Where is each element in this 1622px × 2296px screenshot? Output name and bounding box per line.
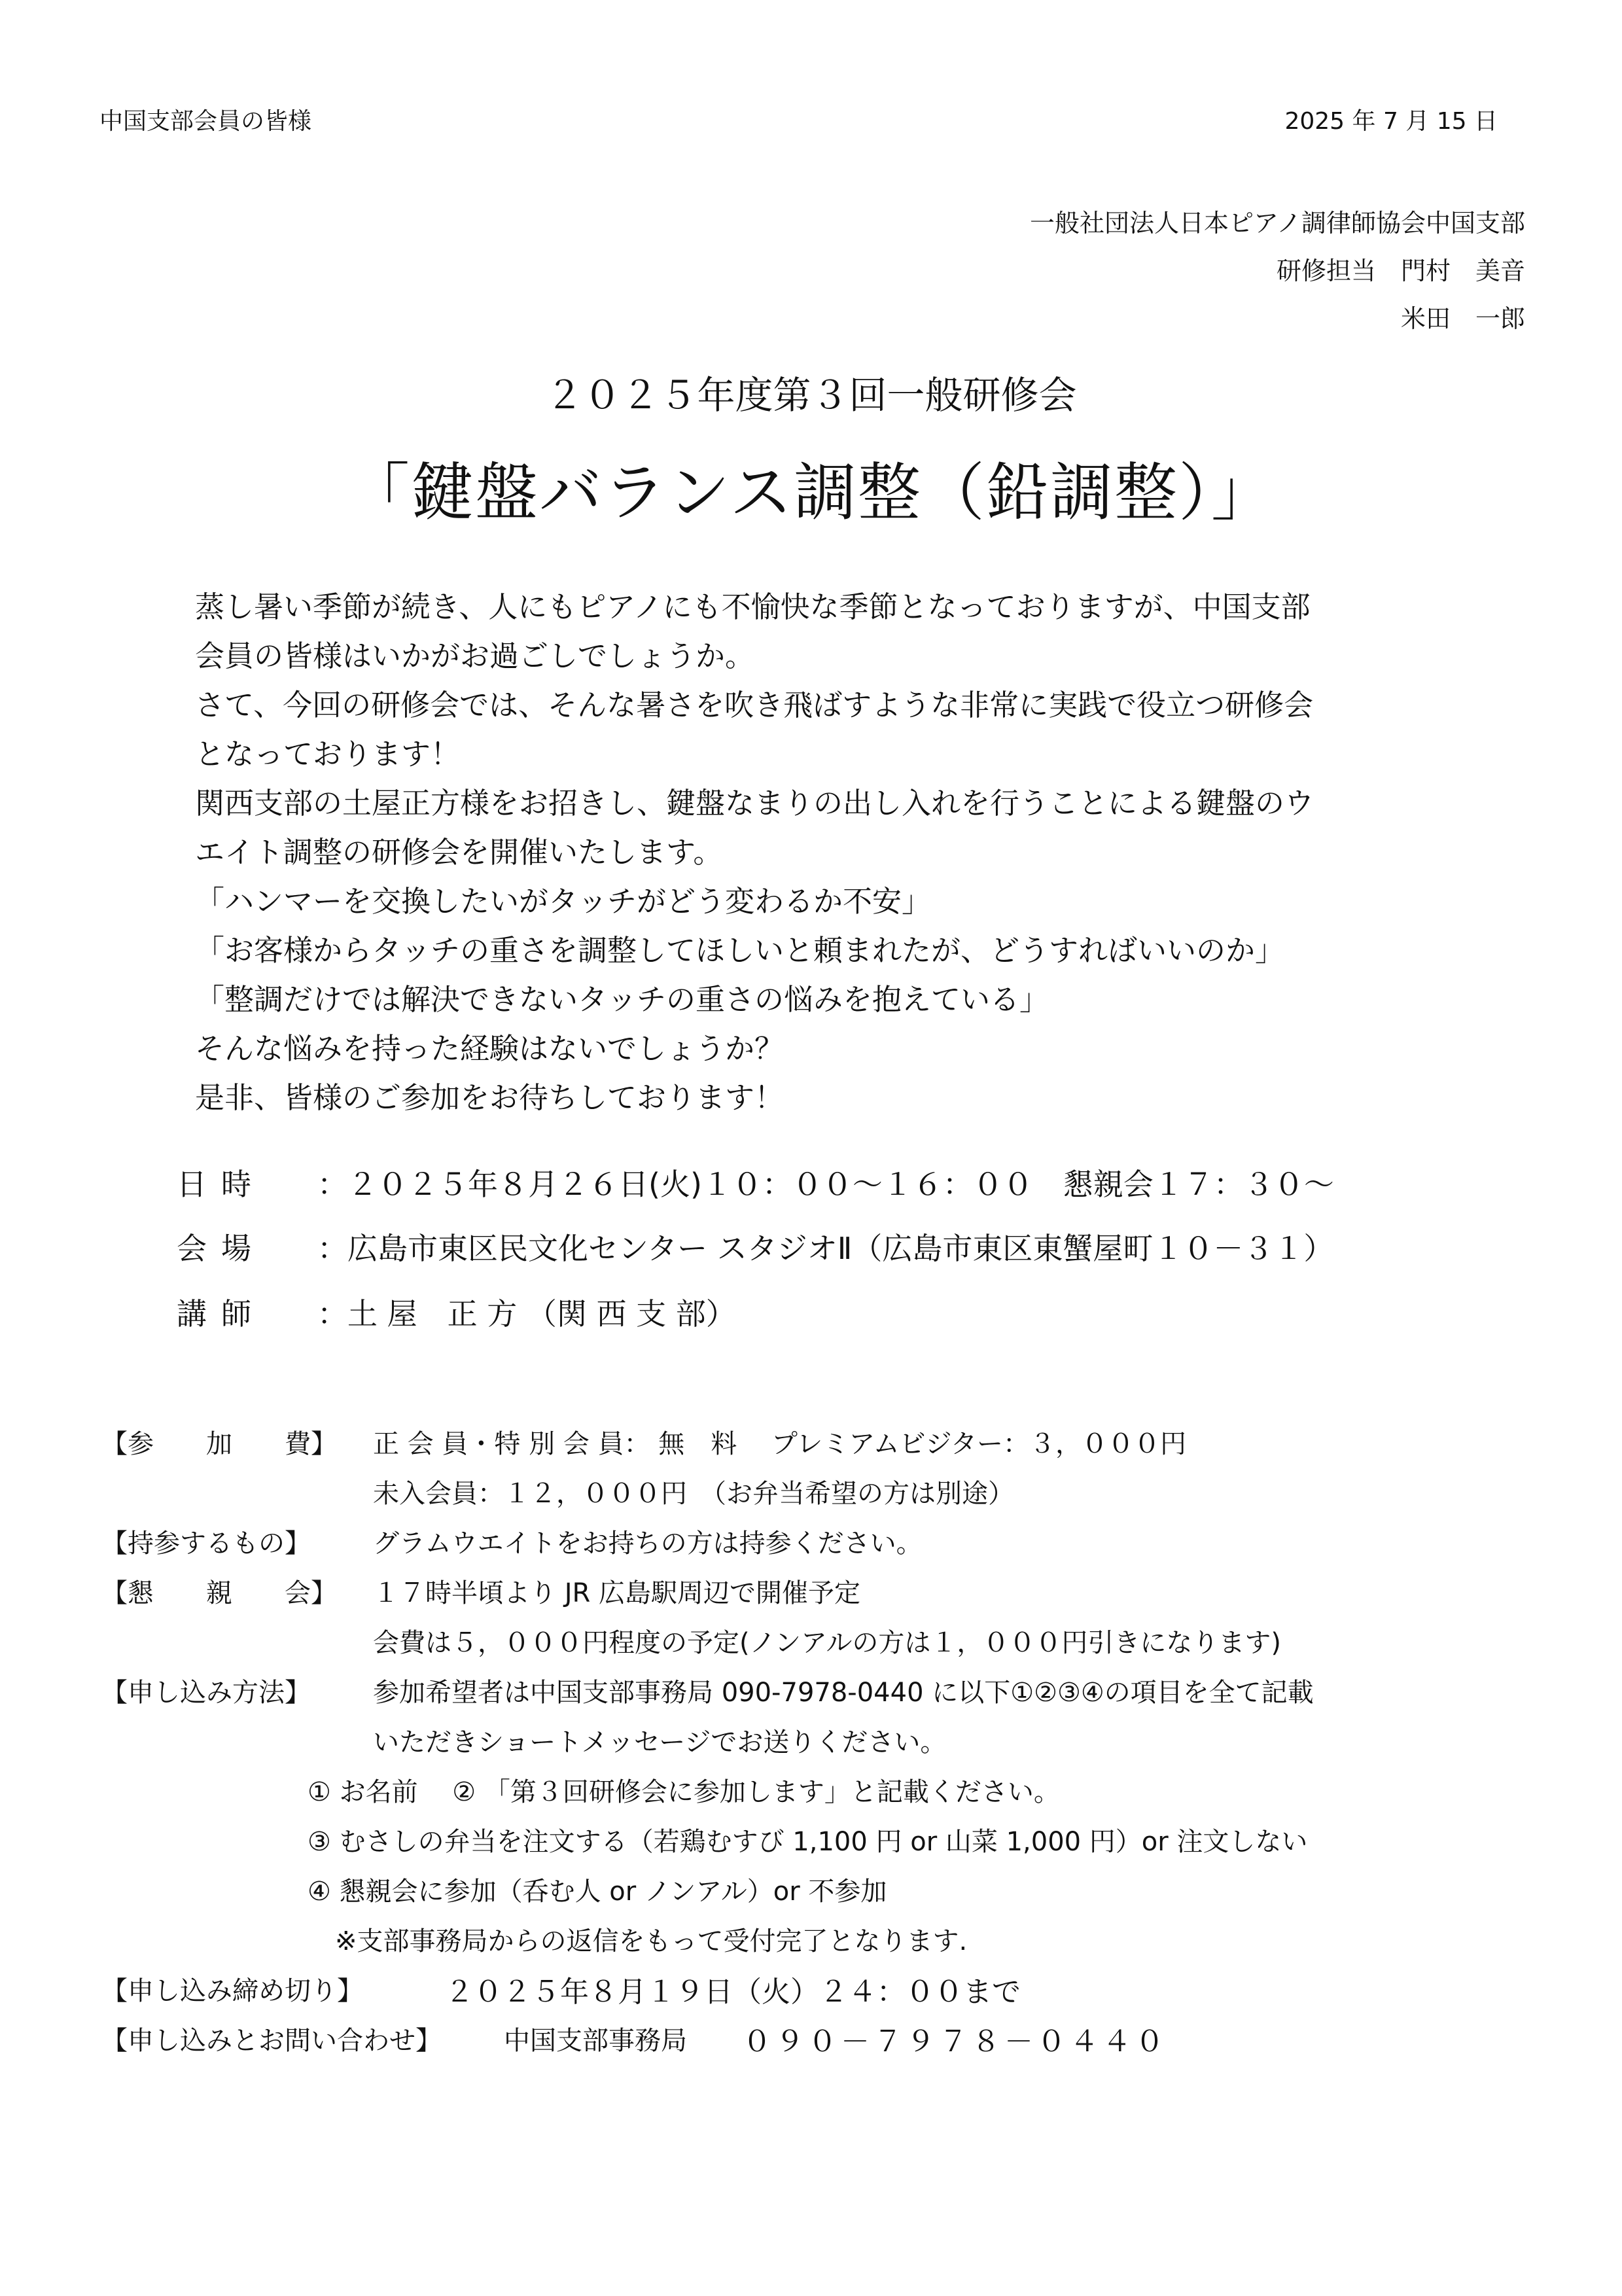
page-title: 「鍵盤バランス調整（鉛調整）」 [346, 456, 1276, 529]
intro-line: 蒸し暑い季節が続き、人にもピアノにも不愉快な季節となっておりますが、中国支部 [195, 590, 1311, 624]
fee-line: 未入会員：１２，０００円 （お弁当希望の方は別途） [373, 1479, 1014, 1509]
contact-org: 中国支部事務局 [504, 2026, 687, 2056]
bring-label: 【持参するもの】 [101, 1528, 311, 1559]
date-label: 日時 [177, 1167, 266, 1202]
apply-item: ④ 懇親会に参加（呑む人 or ノンアル）or 不参加 [308, 1877, 887, 1907]
apply-line: いただきショートメッセージでお送りください。 [373, 1727, 947, 1757]
intro-line: エイト調整の研修会を開催いたします。 [195, 835, 723, 870]
bring-value: グラムウエイトをお持ちの方は持参ください。 [373, 1528, 923, 1559]
intro-line: 是非、皆様のご参加をお待ちしております！ [195, 1080, 785, 1115]
party-line: １７時半頃より JR 広島駅周辺で開催予定 [373, 1578, 861, 1608]
deadline-value: ２０２５年８月１９日（火）２４：００まで [445, 1975, 1021, 2009]
intro-line: 会員の皆様はいかがお過ごしでしょうか。 [195, 639, 755, 673]
date-value: ：２０２５年８月２６日(火)１０：００～１６：００ 懇親会１７：３０～ [317, 1167, 1334, 1202]
contact-phone: ０９０－７９７８－０４４０ [743, 2025, 1168, 2058]
lecturer-value: ：土 屋 正 方 （関 西 支 部） [317, 1296, 736, 1332]
lecturer-label: 講師 [177, 1296, 266, 1332]
intro-line: そんな悩みを持った経験はないでしょうか？ [195, 1031, 785, 1066]
apply-item: ③ むさしの弁当を注文する（若鶏むすび 1,100 円 or 山菜 1,000 円）or 注文しない [308, 1827, 1308, 1857]
sender-org: 一般社団法人日本ピアノ調律師協会中国支部 [1030, 209, 1525, 238]
addressee: 中国支部会員の皆様 [99, 108, 312, 135]
apply-line: 参加希望者は中国支部事務局 090-7978-0440 に以下①②③④の項目を全て記載 [373, 1678, 1314, 1708]
intro-line: さて、今回の研修会では、そんな暑さを吹き飛ばすような非常に実践で役立つ研修会 [195, 688, 1314, 722]
intro-line: となっております！ [195, 737, 461, 771]
apply-item: ① お名前 ② 「第３回研修会に参加します」と記載ください。 [308, 1777, 1060, 1807]
apply-note: ※支部事務局からの返信をもって受付完了となります. [335, 1926, 968, 1956]
sender-person-2: 米田 一郎 [1400, 304, 1525, 333]
subtitle: ２０２５年度第３回一般研修会 [545, 373, 1077, 417]
venue-value: ：広島市東区民文化センター スタジオⅡ（広島市東区東蟹屋町１０－３１） [317, 1231, 1334, 1266]
fee-line: 正 会 員・特 別 会 員： 無 料 プレミアムビジター：３，０００円 [373, 1429, 1187, 1459]
intro-line: 「整調だけでは解決できないタッチの重さの悩みを抱えている」 [195, 982, 1049, 1017]
sender-person-1: 研修担当 門村 美音 [1276, 256, 1525, 285]
intro-line: 関西支部の土屋正方様をお招きし、鍵盤なまりの出し入れを行うことによる鍵盤のウ [195, 786, 1314, 821]
intro-line: 「お客様からタッチの重さを調整してほしいと頼まれたが、どうすればいいのか」 [195, 933, 1285, 968]
contact-label: 【申し込みとお問い合わせ】 [101, 2026, 442, 2056]
party-line: 会費は５，０００円程度の予定(ノンアルの方は１，０００円引きになります) [373, 1628, 1282, 1658]
fee-label: 【参 加 費】 [101, 1429, 337, 1459]
deadline-label: 【申し込み締め切り】 [101, 1976, 363, 2006]
date: 2025 年 7 月 15 日 [1284, 108, 1498, 135]
apply-label: 【申し込み方法】 [101, 1678, 311, 1708]
party-label: 【懇 親 会】 [101, 1578, 337, 1608]
intro-line: 「ハンマーを交換したいがタッチがどう変わるか不安」 [195, 884, 932, 919]
venue-label: 会場 [177, 1231, 266, 1266]
